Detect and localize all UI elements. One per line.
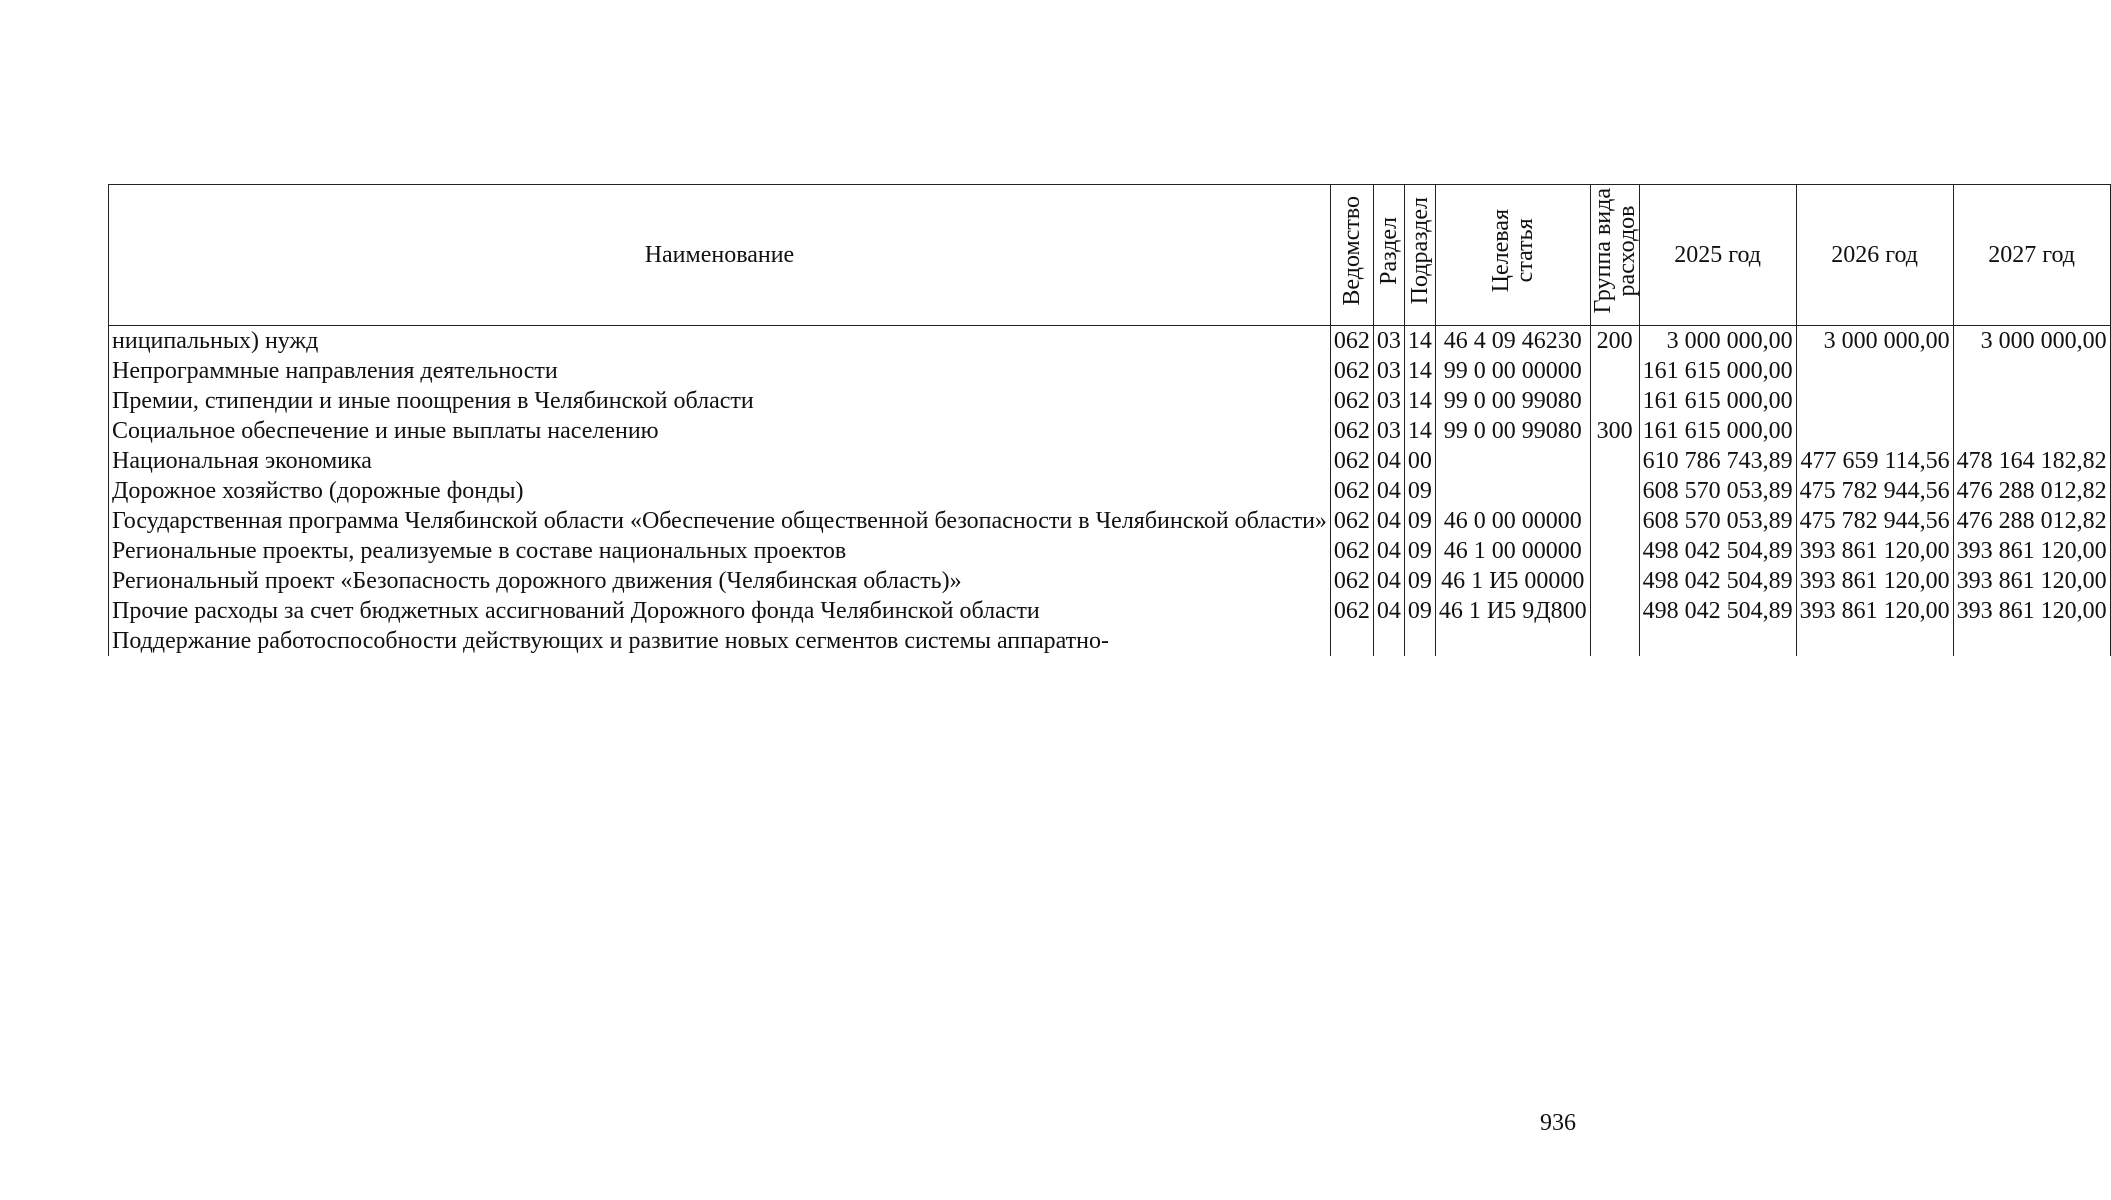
- row-2027-value-cell: 393 861 120,00: [1953, 596, 2110, 626]
- row-podrazdel-cell: 00: [1404, 446, 1435, 476]
- row-2025-value-cell: 3 000 000,00: [1639, 326, 1796, 357]
- row-2027-value-cell: 476 288 012,82: [1953, 476, 2110, 506]
- row-2026-value-cell: 477 659 114,56: [1796, 446, 1953, 476]
- row-target-article-cell: 46 0 00 00000: [1435, 506, 1590, 536]
- row-name-cell: Премии, стипендии и иные поощрения в Челябинской области: [109, 386, 1331, 416]
- row-target-article-cell: 46 1 00 00000: [1435, 536, 1590, 566]
- row-name-cell: Непрограммные направления деятельности: [109, 356, 1331, 386]
- row-name-cell: Национальная экономика: [109, 446, 1331, 476]
- row-2025-value-cell: 608 570 053,89: [1639, 506, 1796, 536]
- row-expense-group-cell: [1590, 596, 1639, 626]
- row-expense-group-cell: [1590, 356, 1639, 386]
- row-vedomstvo-cell: 062: [1330, 446, 1373, 476]
- row-razdel-cell: [1373, 626, 1404, 656]
- row-expense-group-cell: 300: [1590, 416, 1639, 446]
- row-target-article-cell: 99 0 00 00000: [1435, 356, 1590, 386]
- row-2025-value-cell: 161 615 000,00: [1639, 386, 1796, 416]
- row-2025-value-cell: 608 570 053,89: [1639, 476, 1796, 506]
- table-row: [109, 626, 2111, 656]
- row-name-cell: Государственная программа Челябинской области «Обеспечение общественной безопасности в Челябинской области»: [109, 506, 1331, 536]
- row-2025-value-cell: 498 042 504,89: [1639, 536, 1796, 566]
- row-2025-value-cell: 161 615 000,00: [1639, 356, 1796, 386]
- table-row: [109, 416, 2111, 446]
- row-target-article-cell: 99 0 00 99080: [1435, 386, 1590, 416]
- row-2026-value-cell: 393 861 120,00: [1796, 536, 1953, 566]
- table-row: [109, 326, 2111, 357]
- row-2026-value-cell: 475 782 944,56: [1796, 476, 1953, 506]
- header-razdel: Раздел: [1373, 185, 1404, 326]
- row-expense-group-cell: [1590, 386, 1639, 416]
- row-target-article-cell: 46 4 09 46230: [1435, 326, 1590, 357]
- table-row: [109, 446, 2111, 476]
- row-2027-value-cell: [1953, 626, 2110, 656]
- row-name-cell: Региональный проект «Безопасность дорожного движения (Челябинская область)»: [109, 566, 1331, 596]
- header-year-2027: 2027 год: [1953, 185, 2110, 326]
- row-podrazdel-cell: 09: [1404, 596, 1435, 626]
- row-razdel-cell: 03: [1373, 386, 1404, 416]
- row-razdel-cell: 04: [1373, 506, 1404, 536]
- row-2026-value-cell: 393 861 120,00: [1796, 596, 1953, 626]
- row-razdel-cell: 04: [1373, 596, 1404, 626]
- row-expense-group-cell: [1590, 506, 1639, 536]
- header-year-2025: 2025 год: [1639, 185, 1796, 326]
- row-2025-value-cell: 498 042 504,89: [1639, 596, 1796, 626]
- row-2027-value-cell: 393 861 120,00: [1953, 566, 2110, 596]
- header-expense-group: Группа вида расходов: [1590, 185, 1639, 326]
- row-expense-group-cell: [1590, 566, 1639, 596]
- row-2025-value-cell: 498 042 504,89: [1639, 566, 1796, 596]
- table-row: [109, 596, 2111, 626]
- row-target-article-cell: 99 0 00 99080: [1435, 416, 1590, 446]
- row-vedomstvo-cell: 062: [1330, 416, 1373, 446]
- row-name-cell: Поддержание работоспособности действующих и развитие новых сегментов системы аппаратно-: [109, 626, 1331, 656]
- row-podrazdel-cell: 09: [1404, 506, 1435, 536]
- row-2026-value-cell: [1796, 416, 1953, 446]
- row-podrazdel-cell: 14: [1404, 386, 1435, 416]
- table-header-row: [109, 185, 2111, 326]
- row-2027-value-cell: [1953, 386, 2110, 416]
- row-vedomstvo-cell: 062: [1330, 326, 1373, 357]
- row-2027-value-cell: 476 288 012,82: [1953, 506, 2110, 536]
- row-target-article-cell: [1435, 476, 1590, 506]
- row-razdel-cell: 04: [1373, 446, 1404, 476]
- row-target-article-cell: [1435, 626, 1590, 656]
- row-vedomstvo-cell: 062: [1330, 386, 1373, 416]
- row-podrazdel-cell: 14: [1404, 326, 1435, 357]
- row-2027-value-cell: 393 861 120,00: [1953, 536, 2110, 566]
- row-2026-value-cell: [1796, 386, 1953, 416]
- row-2026-value-cell: [1796, 356, 1953, 386]
- row-2026-value-cell: [1796, 626, 1953, 656]
- row-2025-value-cell: 610 786 743,89: [1639, 446, 1796, 476]
- row-razdel-cell: 04: [1373, 536, 1404, 566]
- table-row: [109, 386, 2111, 416]
- row-vedomstvo-cell: 062: [1330, 506, 1373, 536]
- row-name-cell: Региональные проекты, реализуемые в составе национальных проектов: [109, 536, 1331, 566]
- row-name-cell: ниципальных) нужд: [109, 326, 1331, 357]
- row-name-cell: Социальное обеспечение и иные выплаты населению: [109, 416, 1331, 446]
- row-2026-value-cell: 475 782 944,56: [1796, 506, 1953, 536]
- row-vedomstvo-cell: 062: [1330, 536, 1373, 566]
- row-2025-value-cell: [1639, 626, 1796, 656]
- row-2027-value-cell: [1953, 356, 2110, 386]
- row-razdel-cell: 04: [1373, 476, 1404, 506]
- row-target-article-cell: 46 1 И5 9Д800: [1435, 596, 1590, 626]
- header-year-2026: 2026 год: [1796, 185, 1953, 326]
- row-2027-value-cell: 478 164 182,82: [1953, 446, 2110, 476]
- row-2027-value-cell: [1953, 416, 2110, 446]
- row-target-article-cell: [1435, 446, 1590, 476]
- row-vedomstvo-cell: 062: [1330, 356, 1373, 386]
- row-2026-value-cell: 3 000 000,00: [1796, 326, 1953, 357]
- row-2027-value-cell: 3 000 000,00: [1953, 326, 2110, 357]
- row-target-article-cell: 46 1 И5 00000: [1435, 566, 1590, 596]
- table-row: [109, 536, 2111, 566]
- table-body: [109, 326, 2111, 657]
- header-podrazdel: Подраздел: [1404, 185, 1435, 326]
- row-podrazdel-cell: 14: [1404, 416, 1435, 446]
- header-name: Наименование: [109, 185, 1331, 326]
- row-vedomstvo-cell: 062: [1330, 476, 1373, 506]
- row-vedomstvo-cell: 062: [1330, 566, 1373, 596]
- row-expense-group-cell: 200: [1590, 326, 1639, 357]
- page-number: 936: [1540, 1110, 1576, 1136]
- row-2026-value-cell: 393 861 120,00: [1796, 566, 1953, 596]
- row-expense-group-cell: [1590, 626, 1639, 656]
- row-expense-group-cell: [1590, 476, 1639, 506]
- row-razdel-cell: 03: [1373, 416, 1404, 446]
- row-razdel-cell: 03: [1373, 326, 1404, 357]
- row-expense-group-cell: [1590, 536, 1639, 566]
- table-row: [109, 476, 2111, 506]
- header-target-article: Целевая статья: [1435, 185, 1590, 326]
- row-vedomstvo-cell: 062: [1330, 596, 1373, 626]
- row-expense-group-cell: [1590, 446, 1639, 476]
- row-razdel-cell: 04: [1373, 566, 1404, 596]
- row-2025-value-cell: 161 615 000,00: [1639, 416, 1796, 446]
- row-podrazdel-cell: [1404, 626, 1435, 656]
- row-name-cell: Дорожное хозяйство (дорожные фонды): [109, 476, 1331, 506]
- row-podrazdel-cell: 09: [1404, 536, 1435, 566]
- row-podrazdel-cell: 14: [1404, 356, 1435, 386]
- row-vedomstvo-cell: [1330, 626, 1373, 656]
- table-row: [109, 506, 2111, 536]
- row-podrazdel-cell: 09: [1404, 566, 1435, 596]
- row-razdel-cell: 03: [1373, 356, 1404, 386]
- row-podrazdel-cell: 09: [1404, 476, 1435, 506]
- table-row: [109, 566, 2111, 596]
- table-row: [109, 356, 2111, 386]
- row-name-cell: Прочие расходы за счет бюджетных ассигнований Дорожного фонда Челябинской области: [109, 596, 1331, 626]
- budget-table: [108, 184, 2111, 656]
- header-vedomstvo: Ведомство: [1330, 185, 1373, 326]
